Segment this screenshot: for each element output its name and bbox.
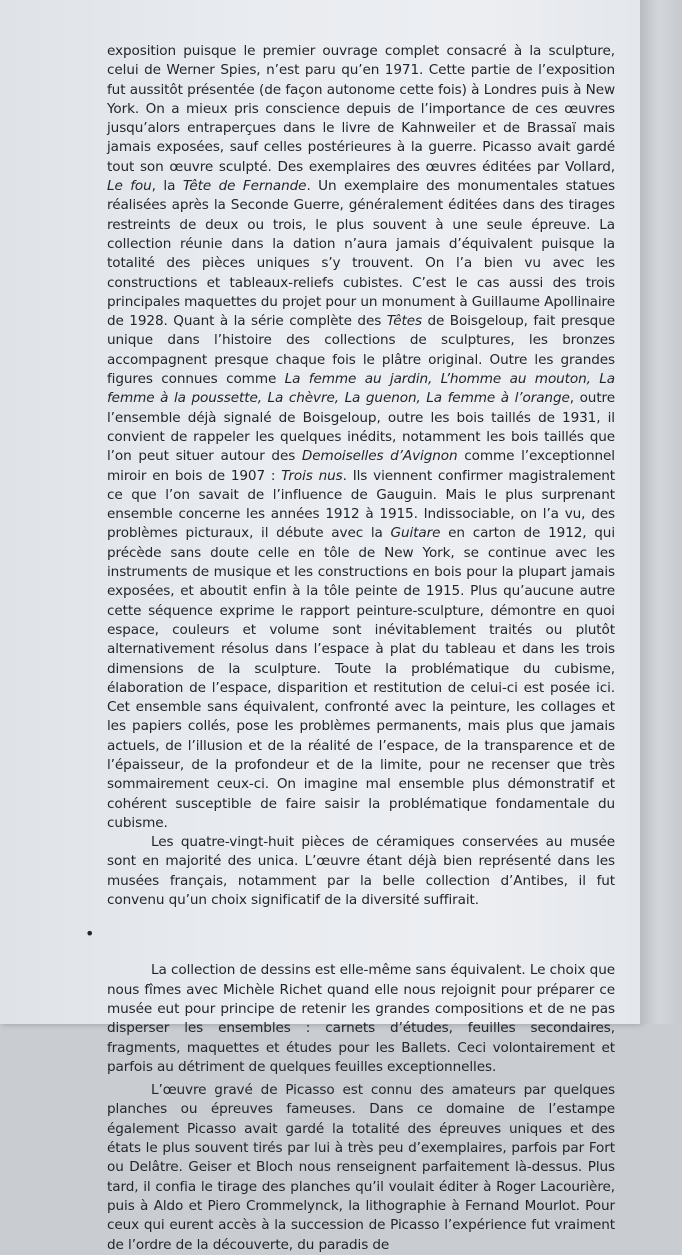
section-bullet: • xyxy=(85,924,95,944)
paragraph-drawings: La collection de dessins est elle-même sans équivalent. Le choix que nous fîmes avec Michèle Richet quand elle nous rejoignit pour préparer ce musée eut pour principe de retenir les grandes compositions et de ne pas disperser les ensembles : carnets d’études, feuilles secondaires, fragments, maquettes et études pour les Ballets. Ceci volontairement et parfois au détriment de quelques feuilles exceptionnelles. xyxy=(107,962,615,1075)
text-run: , outre l’ensemble déjà signalé de Boisgeloup, outre les bois taillés de 1931, il convient de rappeler les quelques inédits, notamment les bois taillés que l’on peut situer autour des xyxy=(107,390,616,465)
paragraph-ceramics: Les quatre-vingt-huit pièces de céramiques conservées au musée sont en majorité des unica. L’œuvre étant déjà bien représenté dans les musées français, notamment par la belle collection d’Antibes, il fut convenu qu’un choix significatif de la diversité suffirait. xyxy=(107,834,615,909)
italic-title: Têtes xyxy=(386,313,422,330)
italic-title: La femme au jardin, L’homme au mouton, La femme à la poussette, La chèvre, La guenon, La femme à l’orange xyxy=(107,371,615,407)
paragraph-prints: L’œuvre gravé de Picasso est connu des amateurs par quelques planches ou épreuves fameuses. Dans ce domaine de l’estampe également Picasso avait gardé la totalité des épreuves uniques et des états le plus souvent tirés par lui à très peu d’exemplaires, parfois par Fort ou Delâtre. Geiser et Bloch nous renseignent parfaitement là-dessus. Plus tard, il confia le tirage des planches qu’il voulait éditer à Roger Lacourière, puis à Aldo et Piero Crommelynck, la lithographie à Fernand Mourlot. Pour ceux qui eurent accès à la succession de Picasso l’expérience fut vraiment de l’ordre de la découverte, du paradis de xyxy=(107,1082,615,1253)
text-run: . Un exemplaire des monumentales statues réalisées après la Seconde Guerre, généralement éditées dans des tirages restreints de deux ou trois, le plus souvent à une seule épreuve. La collection réunie dans la dation n’aura jamais d’équivalent puisque la totalité des pièces uniques s’y trouvent. On l’a bien vu avec les constructions et tableaux-reliefs cubistes. C’est le cas aussi des trois principales maquettes du projet pour un monument à Guillaume Apollinaire de 1928. Quant à la série complète des xyxy=(107,178,616,330)
text-run: en carton de 1912, qui précède sans doute celle en tôle de New York, se continue avec les instruments de musique et les constructions en bois pour la plupart jamais exposées, et aboutit enfin à la tôle peinte de 1915. Plus qu’aucune autre cette séquence exprime le rapport peinture-sculpture, démontre en quoi espace, couleurs et volume sont inévitablement traités ou plutôt alternativement résolus dans l’espace à plat du tableau et dans les trois dimensions de la sculpture. Toute la problématique du cubisme, élaboration de l’espace, disparition et restitution de celui-ci est posée ici. Cet ensemble sans équivalent, confronté avec la peinture, les collages et les papiers collés, pose les problèmes permanents, mais plus que jamais actuels, de l’illusion et de la réalité de l’espace, de la transparence et de l’épaisseur, de la profondeur et de la limite, pour ne recenser que très sommairement ceux-ci. On imagine mal ensemble plus démonstratif et cohérent susceptible de faire saisir la problématique fondamentale du cubisme. xyxy=(107,525,616,831)
text-run: comme l’exceptionnel miroir en bois de 1907 : xyxy=(107,448,615,484)
italic-title: Trois nus xyxy=(281,467,343,484)
italic-title: Tête de Fernande xyxy=(182,178,307,195)
text-run: , la xyxy=(151,178,183,195)
page-edge xyxy=(640,0,682,1024)
italic-title: Le fou xyxy=(107,178,152,195)
text-run: . Ils viennent confirmer magistralement ce que l’on savait de l’influence de Gauguin. Mais le plus surprenant ensemble concerne les années 1912 à 1915. Indissociable, on l’a vu, des problèmes picturaux, il débute avec la xyxy=(107,467,616,542)
paragraph-sculpture xyxy=(107,42,615,833)
body-text xyxy=(85,42,616,1255)
italic-title: Demoiselles d’Avignon xyxy=(301,448,458,465)
italic-title: Guitare xyxy=(390,525,441,542)
text-run: de Boisgeloup, fait presque unique dans l’histoire des collections de sculptures, les bronzes accompagnent presque chaque fois le plâtre original. Outre les grandes figures connues comme xyxy=(107,313,615,388)
text-run: exposition puisque le premier ouvrage complet consacré à la sculpture, celui de Werner Spies, n’est paru qu’en 1971. Cette partie de l’exposition fut aussitôt présentée (de façon autonome cette fois) à Londres puis à New York. On a mieux pris conscience depuis de l’importance de ces œuvres jusqu’alors entraperçues dans le livre de Kahnweiler et de Brassaï mais jamais exposées, sauf celles postérieures à la guerre. Picasso avait gardé tout son œuvre sculpté. Des exemplaires des œuvres éditées par Vollard, xyxy=(107,43,615,175)
